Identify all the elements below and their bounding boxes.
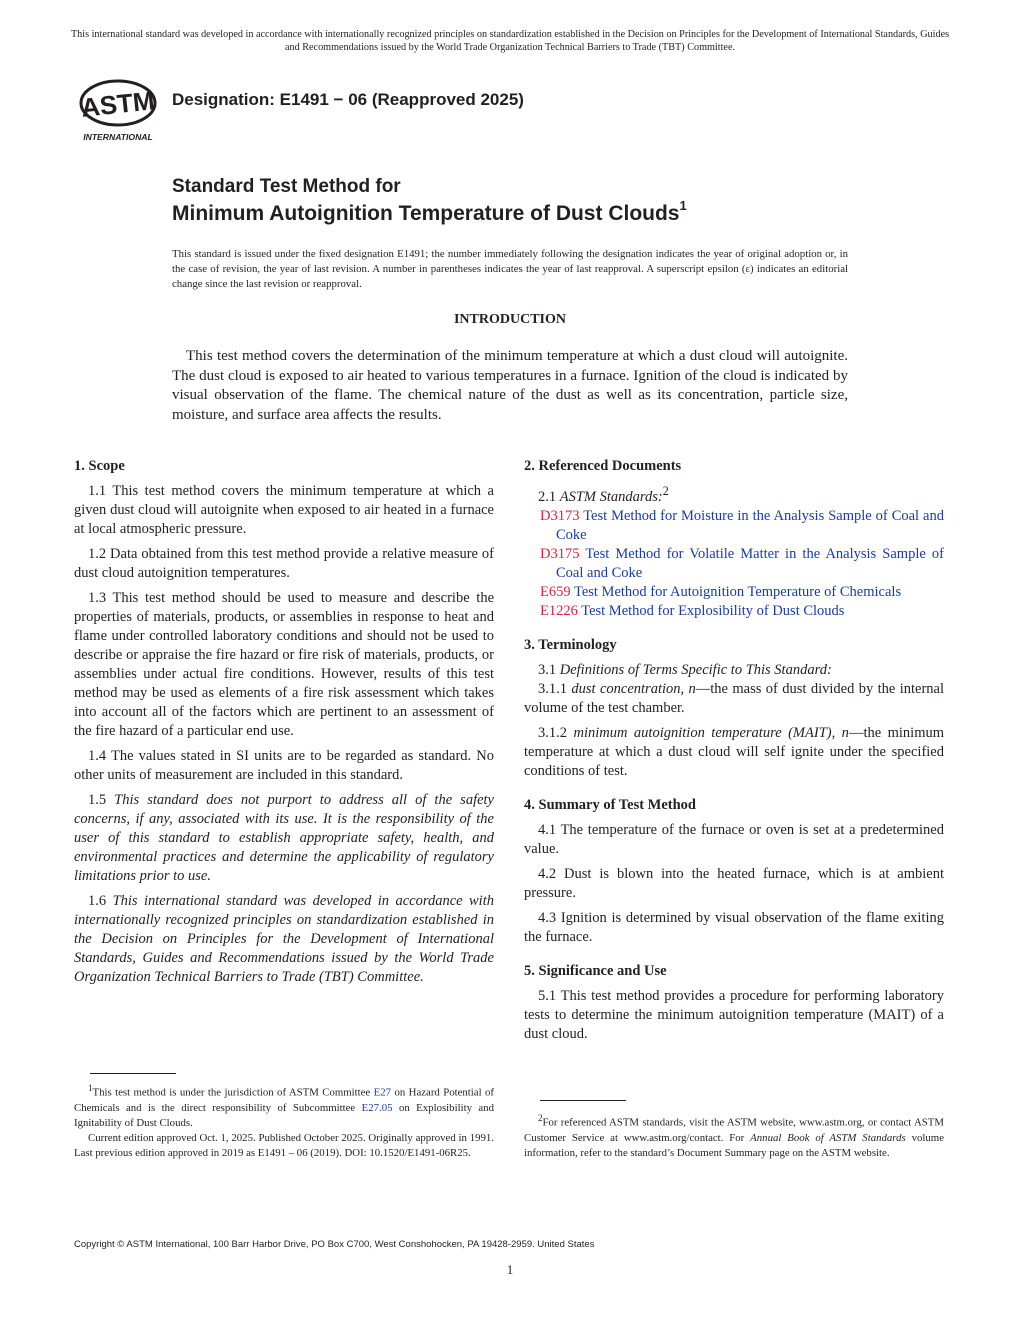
scope-heading: 1. Scope — [74, 458, 125, 474]
footnote-link-e27[interactable]: E27 — [373, 1086, 392, 1099]
introduction-heading: INTRODUCTION — [453, 312, 566, 327]
referenced-heading: 2. Referenced Documents — [524, 458, 682, 474]
significance-heading: 5. Significance and Use — [524, 962, 667, 979]
scope-1-2: 1.2 Data obtained from this test method provide a relative measure of dust cloud autoignition temperatures. — [74, 546, 494, 581]
footnote-1-p2: Current edition approved Oct. 1, 2025. Published October 2025. Originally approved in 1991. Last previous edition approved in 2019 as E1491 – 06 (2019). DOI: 10.1520/E1491-06R25. — [74, 1131, 494, 1159]
terminology-3-1-2-num: 3.1.2 — [538, 724, 567, 741]
title-line-1: Standard Test Method for — [172, 176, 401, 197]
footnote-link-e27-05[interactable]: E27.05 — [361, 1101, 393, 1114]
ref-title-d3175[interactable]: Test Method for Volatile Matter in the Analysis Sample of Coal and Coke — [556, 545, 944, 581]
footnote-1-text-a: This test method is under the jurisdiction of ASTM Committee — [92, 1086, 374, 1099]
logo-subtext: INTERNATIONAL — [83, 132, 153, 142]
footnote-rule-left — [90, 1073, 176, 1074]
ref-title-e1226[interactable]: Test Method for Explosibility of Dust Clouds — [581, 602, 845, 619]
terminology-3-1-2-def: —the minimum temperature at which a dust cloud will self ignite under the specified conditions of test. — [524, 724, 945, 779]
title-line-2 — [172, 200, 687, 226]
terminology-3-1-1-num: 3.1.1 — [538, 680, 567, 697]
terminology-heading: 3. Terminology — [524, 636, 617, 653]
copyright: Copyright © ASTM International, 100 Barr Harbor Drive, PO Box C700, West Conshohocken, PA 19428-2959. United States — [74, 1239, 595, 1250]
ref-code-e659[interactable]: E659 — [540, 583, 571, 600]
footnote-rule-right — [540, 1100, 626, 1101]
terminology-3-1-1-def: —the mass of dust divided by the internal volume of the test chamber. — [524, 680, 944, 716]
issue-note: This standard is issued under the fixed designation E1491; the number immediately following the designation indicates the year of original adoption or, in the case of revision, the year of last revision. A number in parentheses indicates the year of last reapproval. A superscript epsilon (ε) indicates an editorial change since the last revision or reapproval. — [172, 248, 848, 290]
terminology-3-1-1-term: dust concentration, n — [571, 680, 696, 697]
page-number: 1 — [506, 1262, 514, 1277]
terminology-3-1-num: 3.1 — [538, 661, 557, 678]
scope-1-1: 1.1 This test method covers the minimum temperature at which a given dust cloud will autoignite when exposed to air heated in a furnace at local atmospheric pressure. — [74, 483, 494, 537]
footnote-2-mark: 2 — [538, 1113, 543, 1123]
scope-1-5 — [74, 791, 494, 886]
scope-1-4: 1.4 The values stated in SI units are to be regarded as standard. No other units of measurement are included in this standard. — [74, 748, 494, 783]
designation: Designation: E1491 − 06 (Reapproved 2025) — [172, 90, 524, 109]
summary-4-3: 4.3 Ignition is determined by visual observation of the flame exiting the furnace. — [524, 909, 944, 945]
summary-4-1: 4.1 The temperature of the furnace or oven is set at a predetermined value. — [524, 821, 944, 857]
scope-1-6 — [74, 892, 494, 987]
reference-item[interactable] — [524, 545, 944, 583]
logo-text: ASTM — [79, 85, 156, 123]
significance-5-1: 5.1 This test method provides a procedure for performing laboratory tests to determine the minimum autoignition temperature (MAIT) of a dust cloud. — [524, 987, 944, 1042]
right-column — [524, 456, 944, 1050]
referenced-2-1-num: 2.1 — [538, 488, 557, 505]
referenced-2-1-label: ASTM Standards: — [559, 488, 663, 505]
reference-item[interactable] — [524, 583, 944, 602]
left-column — [74, 456, 494, 993]
summary-heading: 4. Summary of Test Method — [524, 796, 696, 813]
astm-logo — [72, 76, 164, 146]
title-footnote-mark: 1 — [679, 198, 687, 213]
scope-1-3: 1.3 This test method should be used to measure and describe the properties of materials, products, or assemblies in response to heat and flame under controlled laboratory conditions and should not be used to describe or appraise the fire hazard or fire risk of materials, products, or assemblies under actual fire conditions. However, results of this test method may be used as elements of a fire risk assessment which takes into account all of the factors which are pertinent to an assessment of the fire hazard of a particular end use. — [74, 590, 494, 739]
ref-code-e1226[interactable]: E1226 — [540, 602, 578, 619]
footnote-1-p1 — [74, 1081, 494, 1131]
footnote-1-mark: 1 — [88, 1083, 93, 1093]
terminology-3-1-label: Definitions of Terms Specific to This Standard: — [559, 661, 832, 678]
terminology-3-1-2 — [524, 724, 944, 781]
scope-1-6-num: 1.6 — [88, 893, 107, 909]
scope-1-5-text: This standard does not purport to address all of the safety concerns, if any, associated with its use. It is the responsibility of the user of this standard to establish appropriate safety, health, and environmental practices and determine the applicability of regulatory limitations prior to use. — [74, 792, 494, 884]
ref-title-e659[interactable]: Test Method for Autoignition Temperature of Chemicals — [573, 583, 902, 600]
ref-code-d3175[interactable]: D3175 — [540, 545, 580, 562]
reference-item[interactable] — [524, 507, 944, 545]
standard-notice: This international standard was developed in accordance with internationally recognized principles on standardization established in the Decision on Principles for the Development of International Standards, Guides and Recommendations issued by the World Trade Organization Technical Barriers to Trade (TBT) Committee. — [70, 29, 950, 53]
referenced-2-1-mark: 2 — [662, 484, 669, 498]
footnote-2-text-a: For referenced ASTM standards, visit the ASTM website, www.astm.org, or contact ASTM Customer Service at www.astm.org/contact. For — [524, 1116, 944, 1144]
footnote-1 — [74, 1081, 494, 1161]
footnote-1-text-b: on Hazard Potential of Chemicals and is the direct responsibility of Subcommittee — [74, 1086, 494, 1114]
footnote-2 — [524, 1111, 944, 1161]
title-text: Minimum Autoignition Temperature of Dust Clouds — [172, 202, 680, 225]
footnote-2-p1 — [524, 1111, 944, 1161]
terminology-3-1-1 — [524, 680, 944, 718]
summary-4-2: 4.2 Dust is blown into the heated furnace, which is at ambient pressure. — [524, 865, 944, 901]
ref-title-d3173[interactable]: Test Method for Moisture in the Analysis Sample of Coal and Coke — [556, 507, 944, 543]
footnote-2-italic: Annual Book of ASTM Standards — [750, 1131, 906, 1144]
referenced-2-1 — [524, 482, 944, 507]
introduction-text: This test method covers the determination of the minimum temperature at which a dust cloud will autoignite. The dust cloud is exposed to air heated to various temperatures in a furnace. Ignition of the cloud is indicated by visual observation of the flame. The chemical nature of the dust as well as its concentration, particle size, moisture, and surface area affects the results. — [172, 348, 848, 423]
reference-item[interactable] — [524, 602, 944, 621]
terminology-3-1-2-term: minimum autoignition temperature (MAIT), n — [573, 724, 849, 741]
footnote-2-text-b: volume information, refer to the standard’s Document Summary page on the ASTM website. — [524, 1131, 944, 1159]
ref-code-d3173[interactable]: D3173 — [540, 507, 580, 524]
footnote-1-text-c: on Explosibility and Ignitability of Dust Clouds. — [74, 1101, 494, 1129]
scope-1-6-text: This international standard was developed in accordance with internationally recognized principles on standardization established in the Decision on Principles for the Development of International Standards, Guides and Recommendations issued by the World Trade Organization Technical Barriers to Trade (TBT) Committee. — [74, 893, 494, 985]
terminology-3-1 — [524, 661, 944, 680]
scope-1-5-num: 1.5 — [88, 792, 107, 808]
